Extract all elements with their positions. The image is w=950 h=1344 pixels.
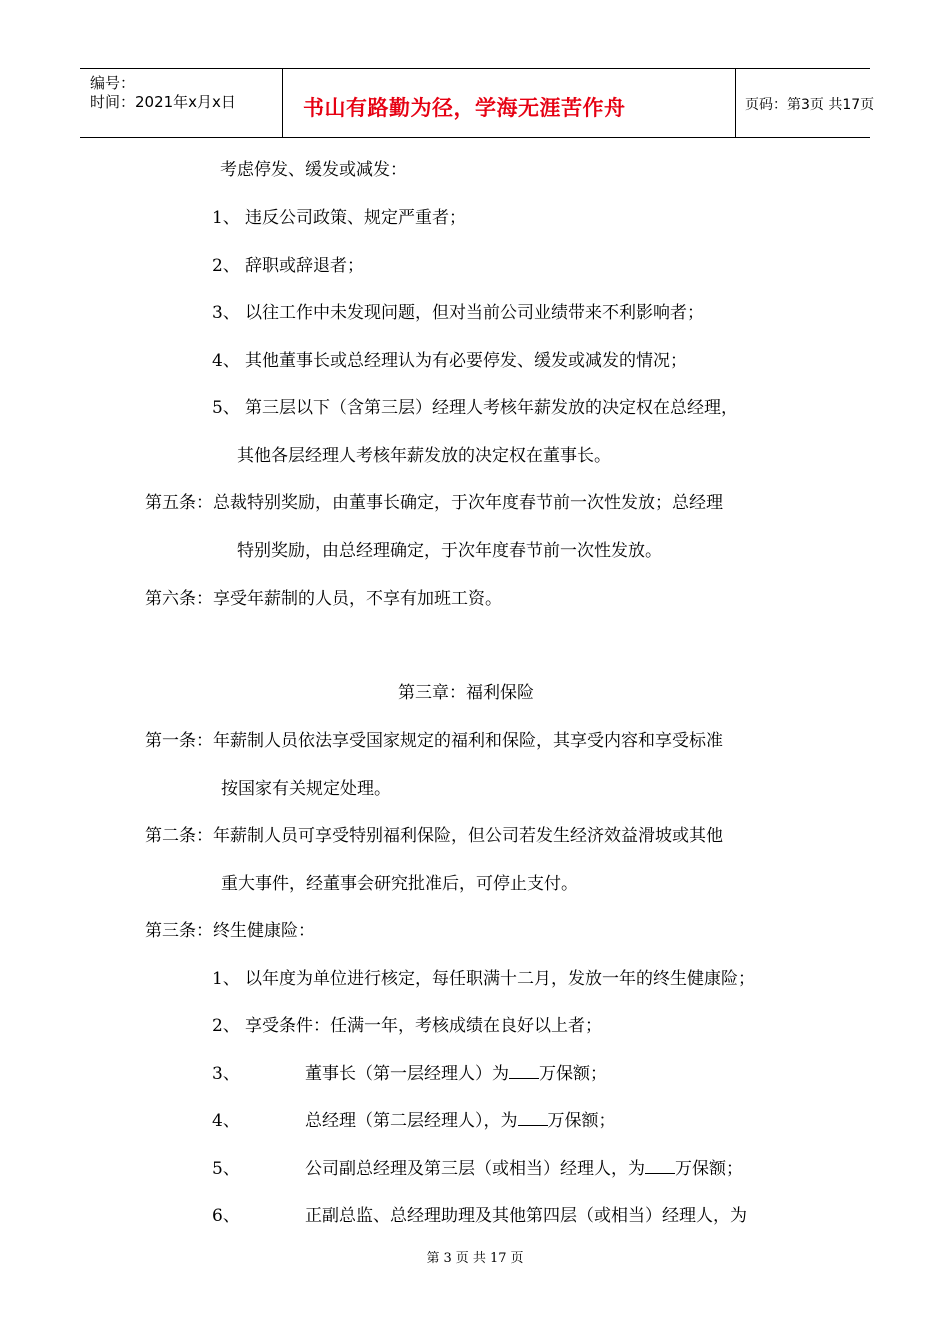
list-item-text-after: 万保额； xyxy=(539,1064,607,1084)
chapter3-article-2-line-1: 第二条：年薪制人员可享受特别福利保险，但公司若发生经济效益滑坡或其他 xyxy=(145,826,723,846)
list-item-number: 5、 xyxy=(212,398,240,418)
chapter3-article-1-line-1: 第一条：年薪制人员依法享受国家规定的福利和保险，其享受内容和享受标准 xyxy=(145,731,723,751)
list-item-text: 正副总监、总经理助理及其他第四层（或相当）经理人，为 xyxy=(305,1206,747,1226)
footer-prefix: 第 xyxy=(426,1251,440,1266)
list-item-number: 2、 xyxy=(212,256,240,276)
list-item-number: 3、 xyxy=(212,303,240,323)
fill-in-blank xyxy=(518,1111,548,1126)
chapter-heading: 第三章：福利保险 xyxy=(398,683,534,703)
list-item-number: 4、 xyxy=(212,1111,240,1131)
list-item-number: 1、 xyxy=(212,969,240,989)
list-item-text-after: 万保额； xyxy=(675,1159,743,1179)
list-item-number: 6、 xyxy=(212,1206,240,1226)
list-item-text: 以往工作中未发现问题，但对当前公司业绩带来不利影响者； xyxy=(245,303,704,323)
list-item-text-after: 万保额； xyxy=(547,1111,616,1131)
list-item-text: 违反公司政策、规定严重者； xyxy=(245,208,466,228)
document-header xyxy=(80,68,875,138)
list-item-text-before: 董事长（第一层经理人）为 xyxy=(305,1064,509,1084)
list-item-text: 其他董事长或总经理认为有必要停发、缓发或减发的情况； xyxy=(245,351,687,371)
list-item-text xyxy=(305,1063,607,1085)
fill-in-blank xyxy=(509,1064,539,1079)
page-footer xyxy=(0,1247,950,1266)
chapter3-article-1-line-2: 按国家有关规定处理。 xyxy=(221,779,391,799)
article-5-line-2: 特别奖励，由总经理确定，于次年度春节前一次性发放。 xyxy=(237,541,662,561)
list-item-number: 2、 xyxy=(212,1016,240,1036)
footer-page-number: 3 xyxy=(443,1251,452,1266)
footer-suffix: 页 xyxy=(510,1251,524,1266)
header-motto: 书山有路勤为径，学海无涯苦作舟 xyxy=(303,96,626,120)
list-item-text: 享受条件：任满一年，考核成绩在良好以上者； xyxy=(245,1016,602,1036)
list-item-text xyxy=(305,1158,743,1180)
header-page-cell xyxy=(735,69,875,137)
list-item-text-before: 公司副总经理及第三层（或相当）经理人，为 xyxy=(305,1159,645,1179)
document-number-label: 编号： xyxy=(90,74,136,92)
list-item-number: 4、 xyxy=(212,351,240,371)
list-item-number: 1、 xyxy=(212,208,240,228)
list-item-continuation: 其他各层经理人考核年薪发放的决定权在董事长。 xyxy=(237,446,611,466)
chapter3-article-2-line-2: 重大事件，经董事会研究批准后，可停止支付。 xyxy=(221,874,578,894)
list-item-text xyxy=(305,1110,616,1132)
list-item-text: 第三层以下（含第三层）经理人考核年薪发放的决定权在总经理， xyxy=(245,398,738,418)
article-5-line-1: 第五条：总裁特别奖励，由董事长确定，于次年度春节前一次性发放；总经理 xyxy=(145,493,723,513)
list-item-text: 辞职或辞退者； xyxy=(245,256,364,276)
fill-in-blank xyxy=(645,1159,675,1174)
article-6: 第六条：享受年薪制的人员，不享有加班工资。 xyxy=(145,589,502,609)
footer-total-pages: 17 xyxy=(489,1251,507,1266)
intro-line: 考虑停发、缓发或减发： xyxy=(220,160,407,180)
list-item-text-before: 总经理（第二层经理人），为 xyxy=(305,1111,518,1131)
header-motto-cell xyxy=(282,69,736,137)
header-page-info: 页码：第3页 共17页 xyxy=(745,97,875,113)
footer-mid: 页 共 xyxy=(455,1251,486,1266)
list-item-number: 3、 xyxy=(212,1064,240,1084)
list-item-text: 以年度为单位进行核定，每任职满十二月，发放一年的终生健康险； xyxy=(245,969,755,989)
list-item-number: 5、 xyxy=(212,1159,240,1179)
chapter3-article-3: 第三条：终生健康险： xyxy=(145,921,315,941)
header-meta-cell xyxy=(80,69,282,137)
document-date: 时间：2021年x月x日 xyxy=(90,93,236,111)
